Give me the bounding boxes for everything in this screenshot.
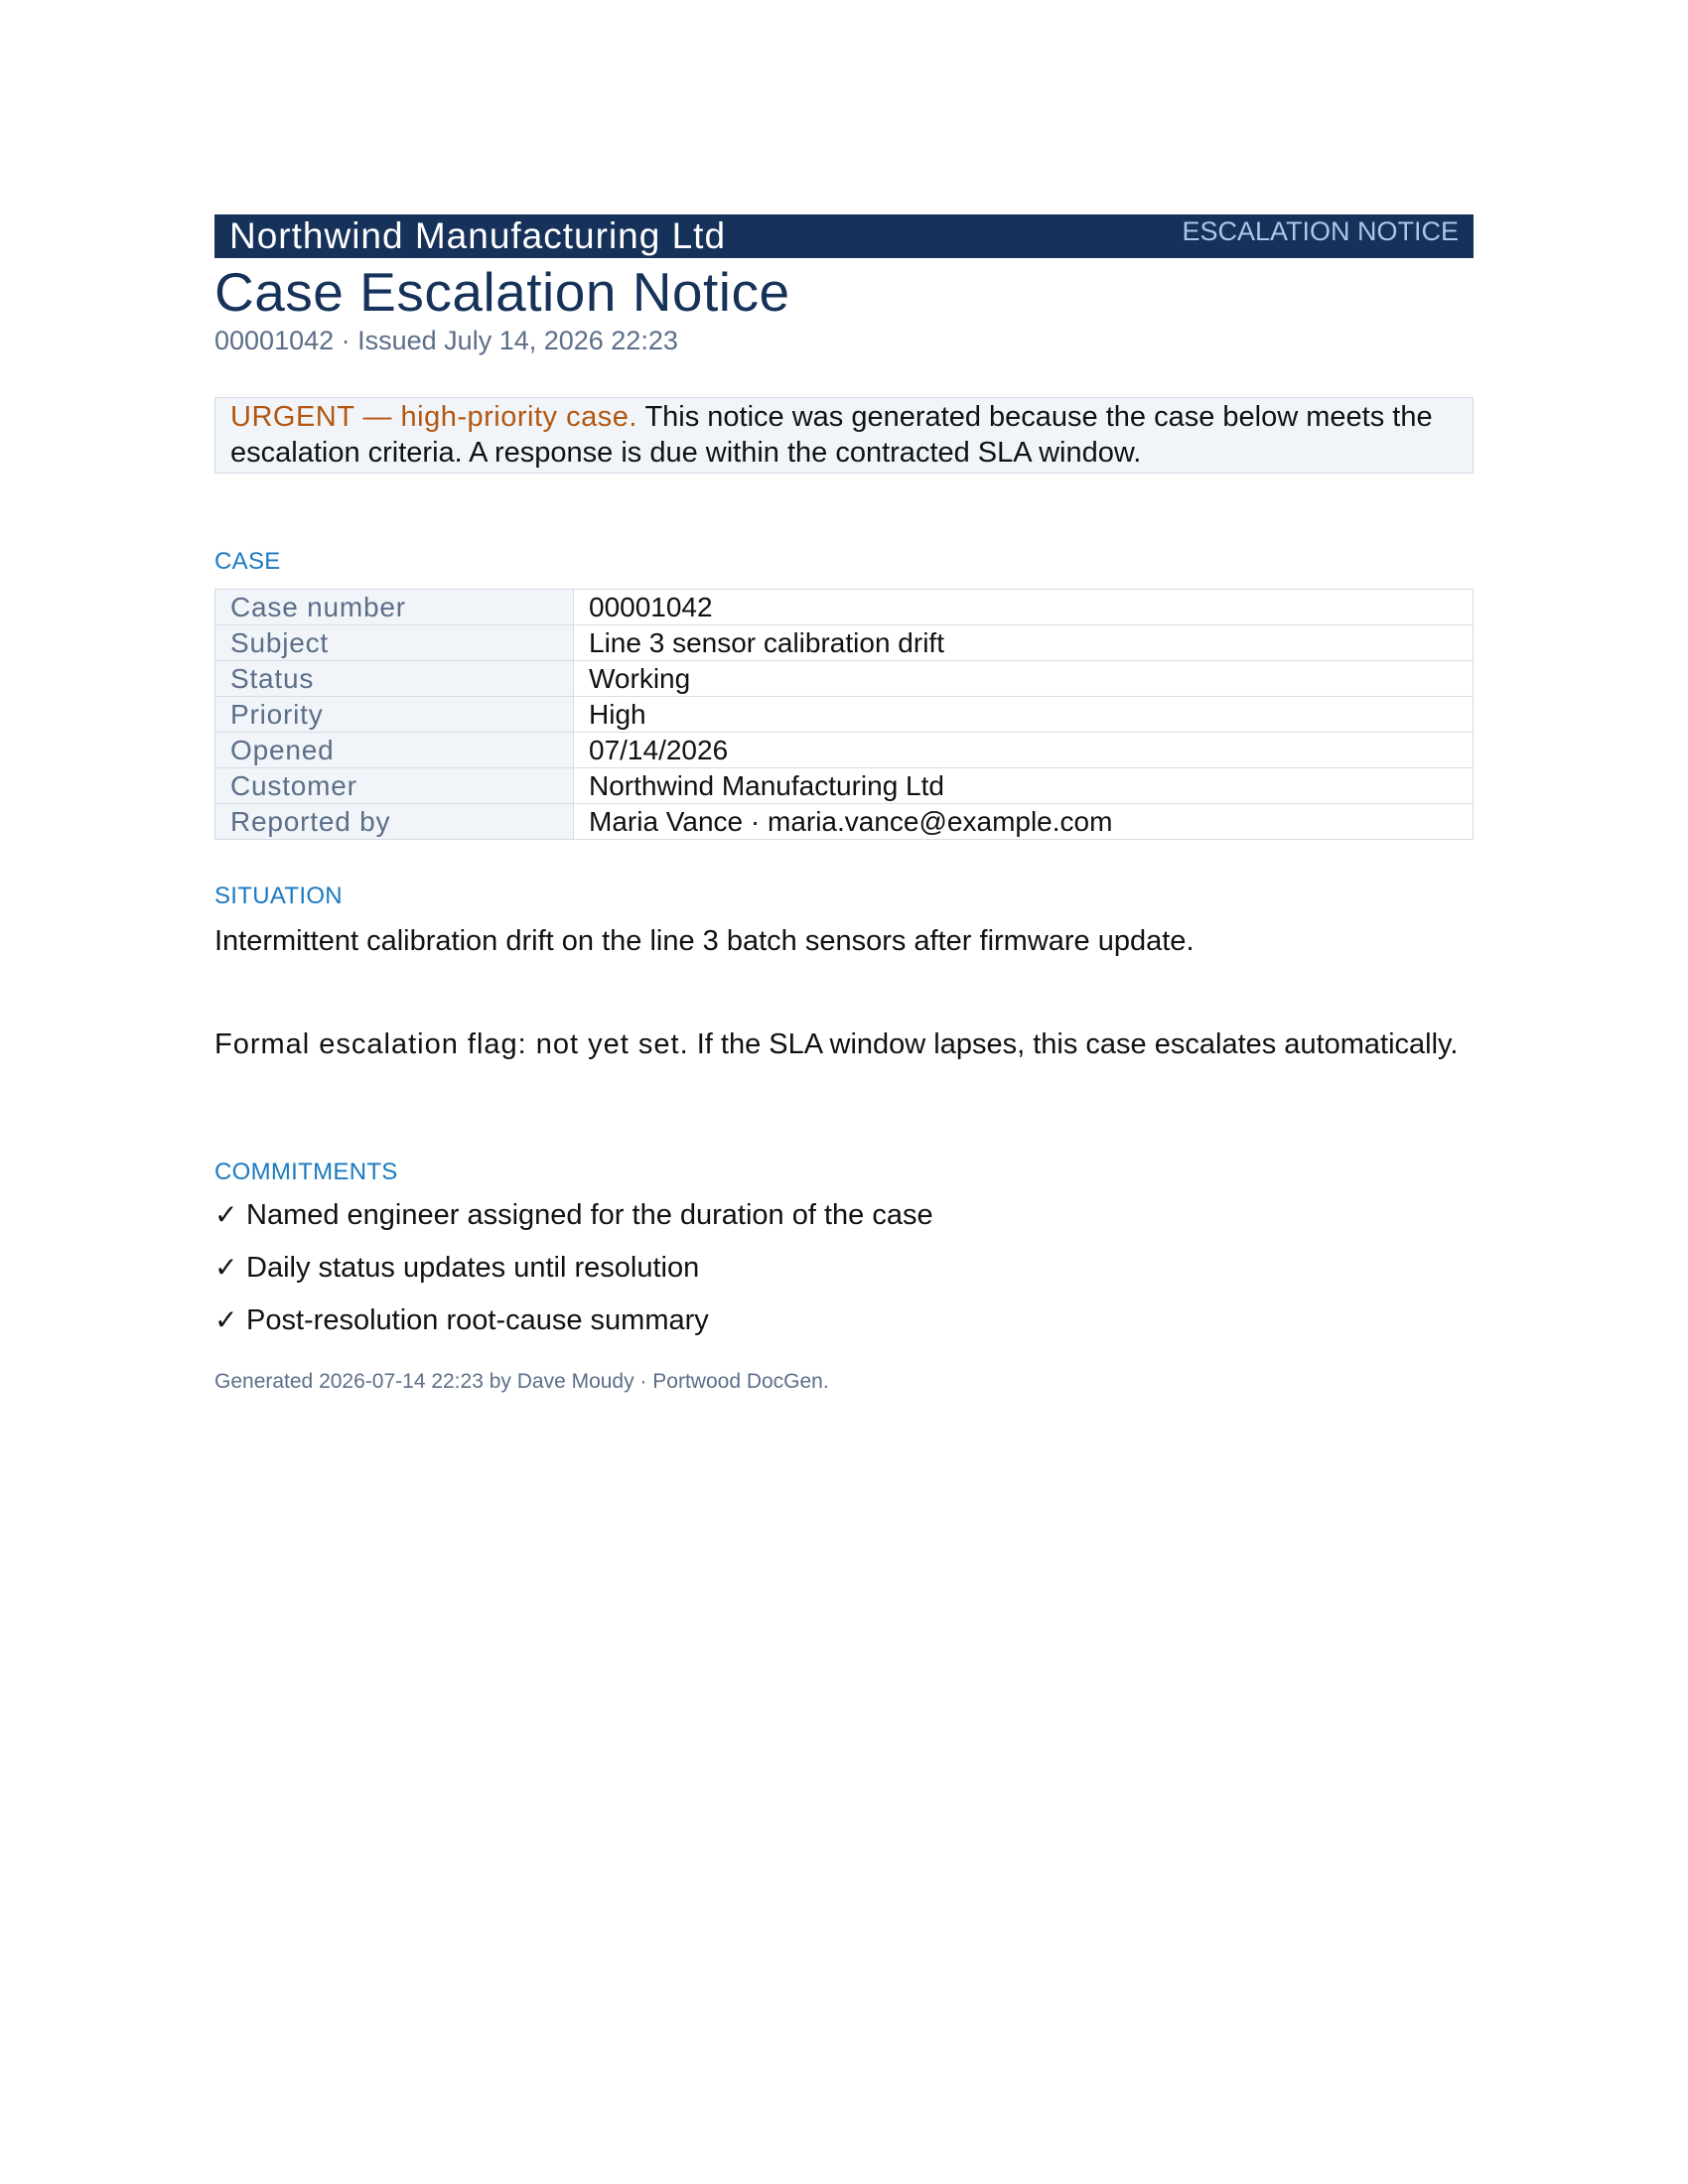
urgent-label: URGENT — high-priority case. — [230, 401, 637, 433]
escalation-flag-status: Formal escalation flag: not yet set. — [214, 1028, 689, 1060]
document-type-tag: ESCALATION NOTICE — [1182, 216, 1459, 246]
customer-value: Northwind Manufacturing Ltd — [574, 768, 1474, 804]
commitment-text: Named engineer assigned for the duration of the case — [246, 1199, 933, 1231]
case-section-label: CASE — [214, 548, 281, 575]
reported-by-value: Maria Vance · maria.vance@example.com — [574, 804, 1474, 840]
commitment-text: Daily status updates until resolution — [246, 1252, 700, 1284]
situation-text: Intermittent calibration drift on the line 3 batch sensors after firmware update. — [214, 925, 1195, 957]
status-label: Status — [215, 661, 574, 697]
table-row — [215, 768, 1474, 804]
list-item — [214, 1302, 1474, 1338]
header-banner — [214, 214, 1474, 258]
commitments-list — [214, 1197, 1474, 1338]
issued-line: 00001042 · Issued July 14, 2026 22:23 — [214, 326, 678, 355]
list-item — [214, 1197, 1474, 1233]
escalation-flag-text — [214, 1026, 1474, 1062]
table-row — [215, 804, 1474, 840]
customer-label: Customer — [215, 768, 574, 804]
generated-footer: Generated 2026-07-14 22:23 by Dave Moudy · Portwood DocGen. — [214, 1370, 829, 1393]
organization-name: Northwind Manufacturing Ltd — [229, 215, 727, 256]
table-row — [215, 733, 1474, 768]
commitment-text: Post-resolution root-cause summary — [246, 1304, 709, 1336]
priority-label: Priority — [215, 697, 574, 733]
opened-value: 07/14/2026 — [574, 733, 1474, 768]
status-value: Working — [574, 661, 1474, 697]
escalation-document — [214, 214, 1474, 1395]
subject-label: Subject — [215, 625, 574, 661]
check-icon: ✓ — [214, 1303, 238, 1336]
subject-value: Line 3 sensor calibration drift — [574, 625, 1474, 661]
table-row — [215, 697, 1474, 733]
check-icon: ✓ — [214, 1198, 238, 1231]
page-title: Case Escalation Notice — [214, 261, 790, 323]
opened-label: Opened — [215, 733, 574, 768]
table-row — [215, 625, 1474, 661]
escalation-flag-note: If the SLA window lapses, this case escalates automatically. — [688, 1028, 1459, 1060]
situation-section-label: SITUATION — [214, 883, 343, 909]
priority-value: High — [574, 697, 1474, 733]
case-number-value: 00001042 — [574, 590, 1474, 625]
urgent-callout — [214, 397, 1474, 474]
commitments-section-label: COMMITMENTS — [214, 1159, 398, 1185]
table-row — [215, 590, 1474, 625]
callout-message: This notice was generated because the case below meets the escalation criteria. A response is due within the contracted SLA window. — [230, 401, 1433, 469]
case-number-label: Case number — [215, 590, 574, 625]
case-details-table — [214, 589, 1474, 840]
table-row — [215, 661, 1474, 697]
list-item — [214, 1250, 1474, 1286]
check-icon: ✓ — [214, 1251, 238, 1284]
reported-by-label: Reported by — [215, 804, 574, 840]
